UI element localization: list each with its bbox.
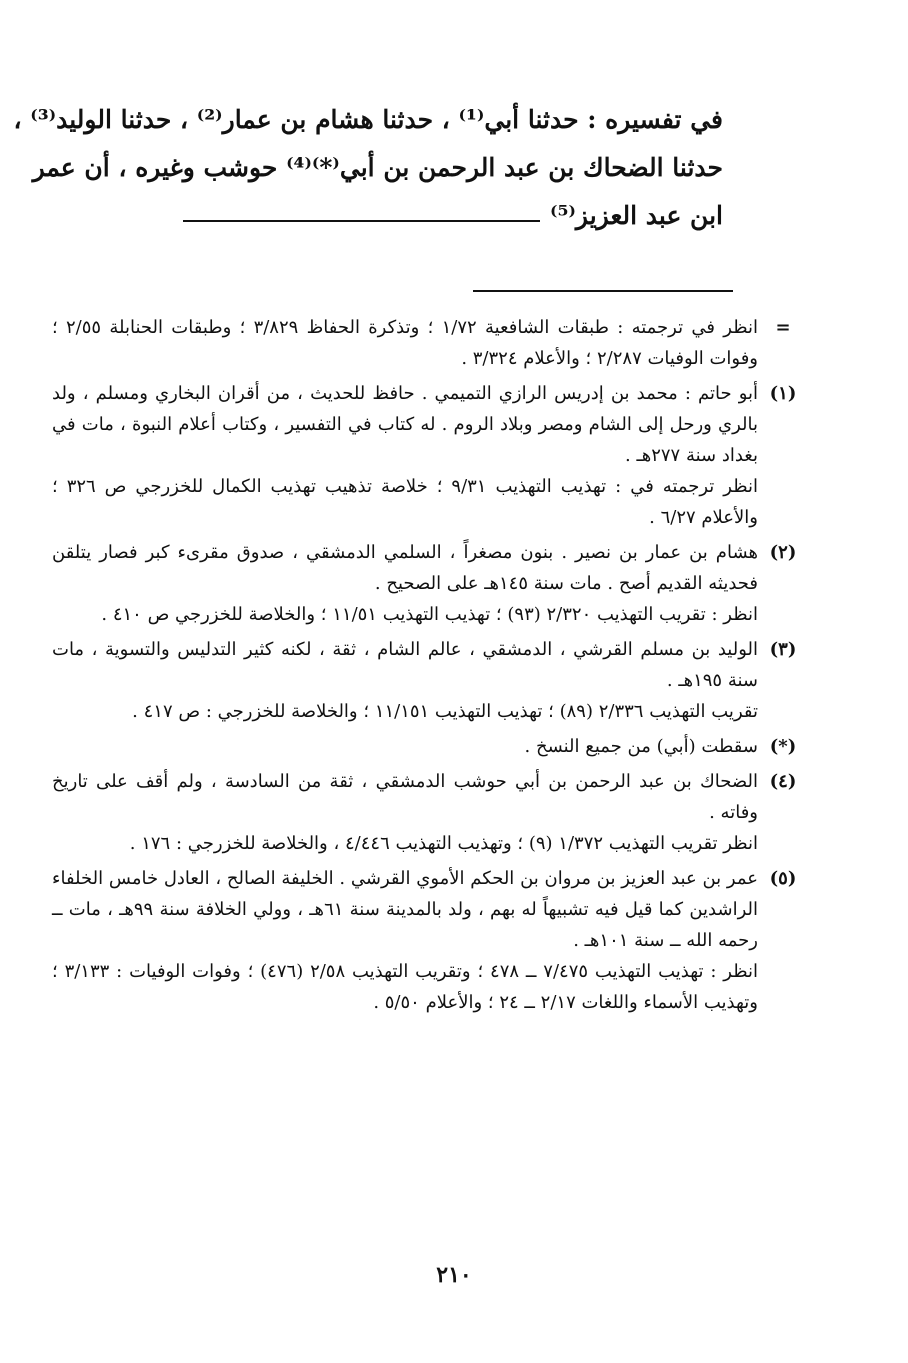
footnote-paragraph: انظر في ترجمته : طبقات الشافعية ١/٧٢ ؛ وتذكرة الحفاظ ٣/٨٢٩ ؛ وطبقات الحنابلة ٢/٥٥ ؛ وفوات الوفيات ٢/٢٨٧ ؛ والأعلام ٣/٣٢٤ . [52,317,759,369]
footnote [52,312,791,374]
main-text-line: ابن عبد العزيز⁽⁵⁾ [550,201,723,230]
footnote-mark: (٣) [769,639,797,660]
footnote-body [52,766,758,859]
footnote-separator [473,290,733,292]
footnote [52,378,797,533]
footnote [52,731,797,762]
footnote-body [52,863,758,1018]
footnote-body [52,731,758,762]
footnote-mark: (٤) [769,771,797,792]
page-number: ٢١٠ [436,1262,472,1288]
footnote-paragraph: انظر : تقريب التهذيب ٢/٣٢٠ (٩٣) ؛ تهذيب التهذيب ١١/٥١ ؛ والخلاصة للخزرجي ص ٤١٠ . [101,604,758,625]
main-text-line: في تفسيره : حدثنا أبي⁽¹⁾ ، حدثنا هشام بن عمار⁽²⁾ ، حدثنا الوليد⁽³⁾ ، [13,105,723,134]
footnote-body [52,537,758,630]
footnote-paragraph: تقريب التهذيب ٢/٣٣٦ (٨٩) ؛ تهذيب التهذيب ١١/١٥١ ؛ والخلاصة للخزرجي : ص ٤١٧ . [132,701,758,722]
footnote-body [52,312,758,374]
footnote-paragraph: هشام بن عمار بن نصير . بنون مصغراً ، السلمي الدمشقي ، صدوق مقرىء كبر فصار يتلقن فحديثه القديم أصح . مات سنة ١٤٥هـ على الصحيح . [52,542,758,594]
main-text-line: حدثنا الضحاك بن عبد الرحمن بن أبي⁽*⁾⁽⁴⁾ حوشب وغيره ، أن عمر [32,153,723,182]
footnote [52,863,797,1018]
footnote [52,634,797,727]
footnote-body [52,634,758,727]
main-text-line-last [183,192,723,240]
footnote-mark: = [775,317,791,338]
footnotes [52,312,797,1022]
footnote [52,766,797,859]
footnote-mark: (*) [769,736,797,757]
footnote-mark: (١) [769,383,797,404]
footnote-paragraph: انظر : تهذيب التهذيب ٧/٤٧٥ ــ ٤٧٨ ؛ وتقريب التهذيب ٢/٥٨ (٤٧٦) ؛ وفوات الوفيات : ٣/١٣٣ ؛ وتهذيب الأسماء واللغات ٢/١٧ ــ ٢٤ ؛ والأعلام ٥/٥٠ . [52,961,758,1013]
footnote-paragraph: انظر ترجمته في : تهذيب التهذيب ٩/٣١ ؛ خلاصة تذهيب تهذيب الكمال للخزرجي ص ٣٢٦ ؛ والأعلام ٦/٢٧ . [52,476,758,528]
footnote-mark: (٥) [769,868,797,889]
footnote-paragraph: سقطت (أبي) من جميع النسخ . [524,736,758,757]
line-filler-rule [183,220,540,222]
footnote-body [52,378,758,533]
footnote [52,537,797,630]
footnote-paragraph: انظر تقريب التهذيب ١/٣٧٢ (٩) ؛ وتهذيب التهذيب ٤/٤٤٦ ، والخلاصة للخزرجي : ١٧٦ . [129,833,758,854]
footnote-paragraph: الضحاك بن عبد الرحمن بن أبي حوشب الدمشقي ، ثقة من السادسة ، ولم أقف على تاريخ وفاته . [52,771,758,823]
footnote-paragraph: أبو حاتم : محمد بن إدريس الرازي التميمي . حافظ للحديث ، من أقران البخاري ومسلم ، ولد بالري ورحل إلى الشام ومصر وبلاد الروم . له كتاب في التفسير ، وكتاب أعلام النبوة ، مات في بغداد سنة ٢٧٧هـ . [52,383,758,466]
footnote-paragraph: الوليد بن مسلم القرشي ، الدمشقي ، عالم الشام ، ثقة ، لكنه كثير التدليس والتسوية ، مات سنة ١٩٥هـ . [52,639,758,691]
main-text [13,96,723,240]
footnote-mark: (٢) [769,542,797,563]
footnote-paragraph: عمر بن عبد العزيز بن مروان بن الحكم الأموي القرشي . الخليفة الصالح ، العادل خامس الخلفاء الراشدين كما قيل فيه تشبيهاً له بهم ، ولد بالمدينة سنة ٦١هـ ، وولي الخلافة سنة ٩٩هـ ، مات ــ رحمه الله ــ سنة ١٠١هـ . [52,868,759,951]
